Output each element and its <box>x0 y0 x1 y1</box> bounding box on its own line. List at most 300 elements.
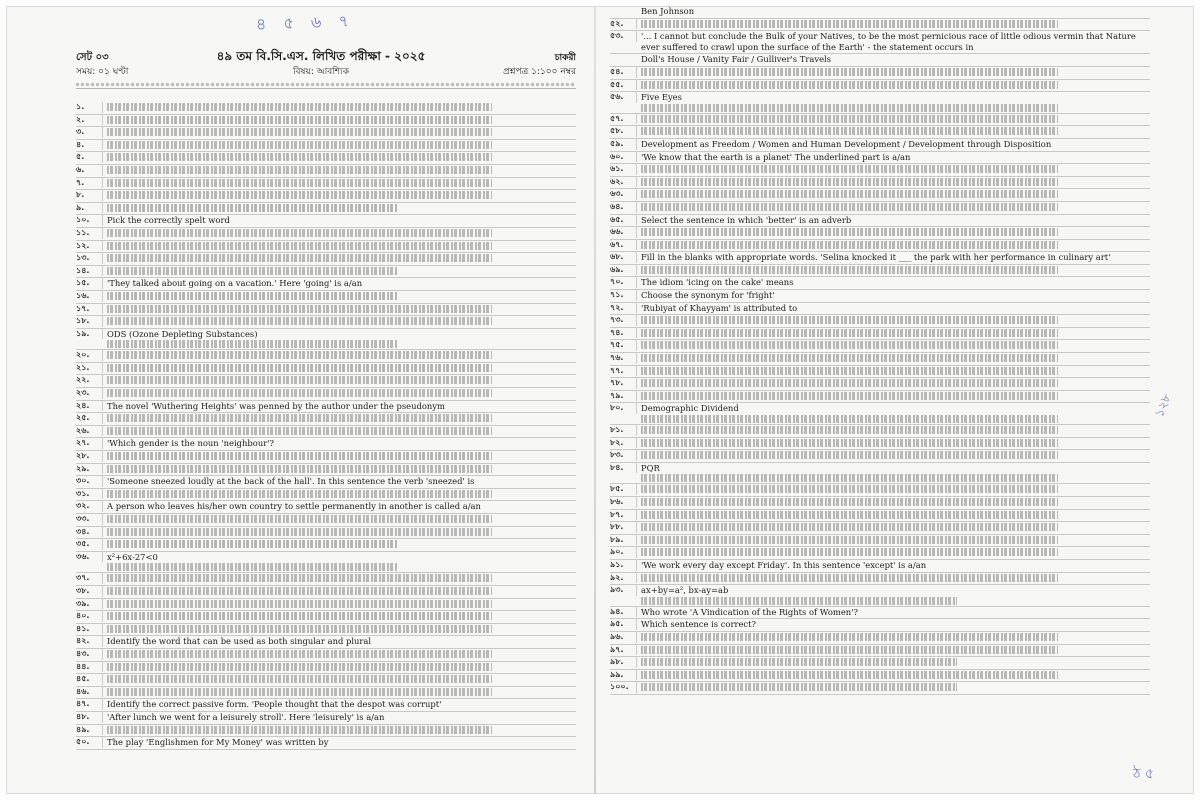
bengali-text-line <box>107 452 492 460</box>
question-row <box>610 425 1150 438</box>
question-row <box>610 315 1150 328</box>
question-row <box>610 328 1150 341</box>
question-body <box>107 426 576 435</box>
question-text: 'Which gender is the noun 'neighbour'? <box>107 438 275 449</box>
question-body <box>641 227 1150 236</box>
question-row <box>76 539 576 552</box>
question-row <box>76 388 576 401</box>
bengali-text-line <box>641 658 957 666</box>
bengali-text-line <box>107 726 492 734</box>
question-text: 'They talked about going on a vacation.' Here 'going' is a/an <box>107 278 363 289</box>
bengali-text-line <box>107 141 492 149</box>
question-row <box>610 522 1150 535</box>
question-number: ৪৮. <box>76 712 103 723</box>
question-text: PQR <box>641 462 660 473</box>
question-body <box>641 265 1150 274</box>
question-body <box>641 31 1150 52</box>
question-body <box>107 140 576 149</box>
question-number: ৩. <box>76 127 103 138</box>
question-body <box>641 607 1150 618</box>
question-number: ৪২. <box>76 636 103 647</box>
question-body <box>641 391 1150 400</box>
question-number: ৩৫. <box>76 539 103 550</box>
exam-post: চাকরী <box>554 53 576 63</box>
question-row <box>610 353 1150 366</box>
question-body <box>641 450 1150 459</box>
bengali-text-line <box>107 427 492 435</box>
question-text: 'We work every day except Friday'. In this sentence 'except' is a/an <box>641 559 927 570</box>
question-body <box>107 152 576 161</box>
bengali-text-line <box>641 523 1058 531</box>
question-body <box>107 573 576 582</box>
question-row <box>610 54 1150 67</box>
question-number: ৭. <box>76 178 103 189</box>
question-text: '... I cannot but conclude the Bulk of your Natives, to be the most pernicious race of little odious vermin that Nature ever suffered to crawl upon the surface of the Earth' - the statement occurs in <box>641 31 1136 52</box>
question-body <box>107 278 576 289</box>
question-body <box>641 19 1150 28</box>
question-body <box>107 241 576 250</box>
bengali-text-line <box>107 490 492 498</box>
question-row <box>610 682 1150 695</box>
question-number: ৯৫. <box>610 619 637 630</box>
column-divider <box>594 6 596 794</box>
question-row <box>610 510 1150 523</box>
bengali-text-line <box>641 633 1058 641</box>
question-row <box>76 476 576 489</box>
question-body <box>641 126 1150 135</box>
handwritten-marks: ৪ ৫ ৬ ৭ <box>255 11 356 34</box>
bengali-text-line <box>641 536 1058 544</box>
question-number: ৯৭. <box>610 645 637 656</box>
bengali-text-line <box>107 103 492 111</box>
question-number: ৮. <box>76 190 103 201</box>
question-number: ৪৪. <box>76 662 103 673</box>
question-row <box>76 329 576 351</box>
bengali-text-line <box>107 540 398 548</box>
question-row <box>76 152 576 165</box>
question-text: Choose the synonym for 'fright' <box>641 290 775 301</box>
bengali-text-line <box>107 587 492 595</box>
question-row <box>610 450 1150 463</box>
bengali-text-line <box>107 254 492 262</box>
question-row <box>610 560 1150 573</box>
question-body <box>107 215 576 226</box>
question-number: ৭৭. <box>610 366 637 377</box>
bengali-text-line <box>641 451 1058 459</box>
question-number: ৭৫. <box>610 340 637 351</box>
question-row <box>610 303 1150 316</box>
question-row <box>610 463 1150 485</box>
question-body <box>107 291 576 300</box>
question-number: ৬৯. <box>610 265 637 276</box>
question-body <box>641 682 1150 691</box>
question-body <box>641 522 1150 531</box>
question-number: ৬০. <box>610 152 637 163</box>
question-row <box>610 265 1150 278</box>
question-body <box>641 80 1150 89</box>
bengali-text-line <box>107 515 492 523</box>
question-row <box>76 573 576 586</box>
question-body <box>641 573 1150 582</box>
question-row <box>76 586 576 599</box>
question-number: ৪৭. <box>76 699 103 710</box>
question-row <box>76 363 576 376</box>
bengali-text-line <box>641 646 1058 654</box>
question-number: ৭২. <box>610 303 637 314</box>
question-body <box>641 152 1150 163</box>
question-number: ৬৭. <box>610 240 637 251</box>
question-body <box>107 527 576 536</box>
question-body <box>641 92 1150 112</box>
question-body <box>107 165 576 174</box>
question-number: ৬৩. <box>610 189 637 200</box>
question-body <box>107 413 576 422</box>
question-body <box>107 316 576 325</box>
question-row <box>610 215 1150 228</box>
question-text: Ben Johnson <box>641 6 695 16</box>
question-number: ৯৪. <box>610 607 637 618</box>
question-number: ৬৬. <box>610 227 637 238</box>
question-row <box>76 426 576 439</box>
question-body <box>641 366 1150 375</box>
question-text: Identify the correct passive form. 'People thought that the despot was corrupt' <box>107 699 442 710</box>
question-text: 'Rubiyat of Khayyam' is attributed to <box>641 302 798 313</box>
left-column <box>76 6 576 794</box>
question-row <box>610 340 1150 353</box>
bengali-text-line <box>641 329 1058 337</box>
bengali-text-line <box>641 498 1058 506</box>
question-number: ৮৫. <box>610 484 637 495</box>
bengali-text-line <box>641 81 1058 89</box>
question-number: ৫৬. <box>610 92 637 103</box>
question-row <box>76 649 576 662</box>
question-number: ২০. <box>76 350 103 361</box>
question-row <box>610 227 1150 240</box>
set-number: সেট ০৩ <box>76 52 109 63</box>
question-number: ৮৩. <box>610 450 637 461</box>
question-body <box>107 636 576 647</box>
question-text: The idiom 'icing on the cake' means <box>641 277 794 288</box>
question-body <box>641 547 1150 556</box>
bengali-text-line <box>107 364 492 372</box>
question-number: ৭৯. <box>610 391 637 402</box>
question-body <box>641 139 1150 150</box>
question-body <box>107 476 576 487</box>
question-text: Who wrote 'A Vindication of the Rights of Women'? <box>641 606 858 617</box>
question-row <box>76 699 576 712</box>
question-number: ৯৬. <box>610 632 637 643</box>
question-number: ৩৯. <box>76 599 103 610</box>
bengali-text-line <box>641 341 1058 349</box>
question-row <box>76 599 576 612</box>
question-number: ৮৪. <box>610 463 637 474</box>
question-body <box>107 329 576 349</box>
bengali-text-line <box>641 439 1058 447</box>
question-body <box>107 178 576 187</box>
bengali-text-line <box>641 683 957 691</box>
question-row <box>76 514 576 527</box>
bengali-text-line <box>641 228 1058 236</box>
bengali-text-line <box>641 548 1058 556</box>
question-row <box>76 451 576 464</box>
question-body <box>641 484 1150 493</box>
question-row <box>76 291 576 304</box>
bengali-text-line <box>107 625 492 633</box>
bengali-text-line <box>107 128 492 136</box>
question-row <box>76 228 576 241</box>
question-number: ৩১. <box>76 489 103 500</box>
question-row <box>76 725 576 738</box>
question-body <box>107 662 576 671</box>
question-number: ২৯. <box>76 464 103 475</box>
question-body <box>641 189 1150 198</box>
question-body <box>641 6 1150 17</box>
question-body <box>107 539 576 548</box>
exam-time: সময়: ০১ ঘণ্টা <box>76 67 129 77</box>
bengali-text-line <box>107 528 492 536</box>
question-body <box>641 619 1150 630</box>
question-body <box>107 266 576 275</box>
bengali-text-line <box>107 376 492 384</box>
question-number: ৬. <box>76 165 103 176</box>
question-number: ৮৭. <box>610 510 637 521</box>
question-row <box>610 497 1150 510</box>
question-number: ৬১. <box>610 164 637 175</box>
bengali-text-line <box>641 178 1058 186</box>
bengali-text-line <box>641 574 1058 582</box>
bengali-text-line <box>641 203 1058 211</box>
full-marks: প্রশ্নপত্র ১:১০০ নম্বর <box>503 67 576 77</box>
bengali-text-line <box>107 267 398 275</box>
question-text: A person who leaves his/her own country to settle permanently in another is called a/an <box>107 501 481 512</box>
question-row <box>76 278 576 291</box>
bengali-text-line <box>641 415 1058 423</box>
bengali-text-line <box>641 354 1058 362</box>
question-number: ১৬. <box>76 291 103 302</box>
question-row <box>76 413 576 426</box>
bengali-text-line <box>107 317 492 325</box>
question-row <box>610 19 1150 32</box>
question-list-left <box>76 102 576 750</box>
question-row <box>610 366 1150 379</box>
question-body <box>641 497 1150 506</box>
instructions-line <box>76 80 576 89</box>
bengali-text-line <box>641 597 957 605</box>
question-body <box>107 699 576 710</box>
question-text: Identify the word that can be used as both singular and plural <box>107 636 372 647</box>
question-row <box>610 114 1150 127</box>
question-body <box>107 737 576 748</box>
question-text: Fill in the blanks with appropriate words. 'Selina knocked it ___ the park with her performance in culinary art' <box>641 252 1111 263</box>
bengali-text-line <box>107 663 492 671</box>
question-number: ৬২. <box>610 177 637 188</box>
question-row <box>76 624 576 637</box>
question-row <box>610 657 1150 670</box>
question-row <box>76 375 576 388</box>
bengali-text-line <box>107 688 492 696</box>
question-number: ৭৩. <box>610 315 637 326</box>
question-row <box>76 674 576 687</box>
question-body <box>107 624 576 633</box>
question-body <box>641 632 1150 641</box>
question-row <box>76 316 576 329</box>
question-number: ৯. <box>76 203 103 214</box>
question-row <box>76 636 576 649</box>
question-number: ৪৬. <box>76 687 103 698</box>
question-text: Pick the correctly spelt word <box>107 215 230 226</box>
question-body <box>641 510 1150 519</box>
bengali-text-line <box>107 351 492 359</box>
question-row <box>76 464 576 477</box>
exam-subject: বিষয়: আবশ্যিক <box>292 67 350 77</box>
question-body <box>641 670 1150 679</box>
question-body <box>107 464 576 473</box>
bengali-text-line <box>641 392 1058 400</box>
question-row <box>610 252 1150 265</box>
question-number: ৭১. <box>610 290 637 301</box>
question-text: The play 'Englishmen for My Money' was written by <box>107 737 329 748</box>
question-row <box>76 115 576 128</box>
question-body <box>641 585 1150 605</box>
question-row <box>610 607 1150 620</box>
question-body <box>641 378 1150 387</box>
question-body <box>641 252 1150 263</box>
question-number: ৯৮. <box>610 657 637 668</box>
bengali-text-line <box>107 242 492 250</box>
bengali-text-line <box>641 127 1058 135</box>
question-body <box>641 535 1150 544</box>
question-row <box>76 304 576 317</box>
question-body <box>107 363 576 372</box>
question-number: ৩৪. <box>76 527 103 538</box>
question-body <box>641 114 1150 123</box>
question-body <box>107 401 576 412</box>
question-list-right <box>610 6 1150 695</box>
question-text: 'After lunch we went for a leisurely stroll'. Here 'leisurely' is a/an <box>107 711 385 722</box>
question-number: ৯০. <box>610 547 637 558</box>
question-body <box>641 240 1150 249</box>
bengali-text-line <box>107 600 492 608</box>
bengali-text-line <box>107 179 492 187</box>
question-number: ২৭. <box>76 438 103 449</box>
question-body <box>107 388 576 397</box>
question-body <box>641 353 1150 362</box>
question-row <box>610 403 1150 425</box>
question-row <box>610 202 1150 215</box>
question-row <box>610 80 1150 93</box>
question-number: ৪. <box>76 140 103 151</box>
question-body <box>107 611 576 620</box>
bengali-text-line <box>641 104 1058 112</box>
question-text: ax+by=a², bx-ay=ab <box>641 585 729 596</box>
question-number: ১. <box>76 102 103 113</box>
question-body <box>641 463 1150 483</box>
question-row <box>76 140 576 153</box>
question-number: ১০০. <box>610 682 637 693</box>
question-body <box>107 228 576 237</box>
question-number: ৬৫. <box>610 215 637 226</box>
question-body <box>107 586 576 595</box>
question-number: ৪৫. <box>76 674 103 685</box>
bengali-text-line <box>107 414 492 422</box>
question-number: ৫. <box>76 152 103 163</box>
question-body <box>641 560 1150 571</box>
bengali-text-line <box>641 190 1058 198</box>
bengali-text-line <box>107 116 492 124</box>
question-number: ১৫. <box>76 278 103 289</box>
question-number: ৮৯. <box>610 535 637 546</box>
right-column <box>610 6 1150 794</box>
bengali-text-line <box>107 204 398 212</box>
question-number: ২৬. <box>76 426 103 437</box>
bengali-text-line <box>107 305 492 313</box>
question-row <box>610 177 1150 190</box>
question-row <box>76 102 576 115</box>
question-number: ৪৯. <box>76 725 103 736</box>
exam-header <box>76 6 576 102</box>
question-text: Which sentence is correct? <box>641 619 756 630</box>
question-row <box>76 737 576 750</box>
bengali-text-line <box>107 153 492 161</box>
question-number: ৩৩. <box>76 514 103 525</box>
question-number: ৬৮. <box>610 252 637 263</box>
question-body <box>641 425 1150 434</box>
bengali-text-line <box>641 485 1058 493</box>
margin-handwriting: ১২৮ <box>1151 391 1174 419</box>
bengali-text-line <box>641 316 1058 324</box>
question-number: ৯৯. <box>610 670 637 681</box>
question-body <box>641 303 1150 314</box>
question-number: ৮১. <box>610 425 637 436</box>
question-number: ১৯. <box>76 329 103 340</box>
question-number: ৮৮. <box>610 522 637 533</box>
question-row <box>76 401 576 414</box>
question-number: ১৩. <box>76 253 103 264</box>
bengali-text-line <box>641 671 1058 679</box>
question-row <box>610 240 1150 253</box>
question-body <box>107 350 576 359</box>
question-row <box>76 178 576 191</box>
question-body <box>641 340 1150 349</box>
question-row <box>610 645 1150 658</box>
bengali-text-line <box>641 367 1058 375</box>
bengali-text-line <box>107 675 492 683</box>
question-row <box>610 547 1150 560</box>
question-number: ২৮. <box>76 451 103 462</box>
question-number: ১৮. <box>76 316 103 327</box>
question-number: ৮০. <box>610 403 637 414</box>
question-row <box>76 552 576 574</box>
question-body <box>107 687 576 696</box>
question-text: 'Someone sneezed loudly at the back of the hall'. In this sentence the verb 'sneezed' is <box>107 476 475 487</box>
question-number: ৮৬. <box>610 497 637 508</box>
question-number: ৭০. <box>610 277 637 288</box>
question-body <box>641 67 1150 76</box>
question-body <box>107 501 576 512</box>
bengali-text-line <box>107 340 398 348</box>
question-text: Demographic Dividend <box>641 403 739 414</box>
question-row <box>610 438 1150 451</box>
question-number: ৯২. <box>610 573 637 584</box>
page-signature: ঠ ৫ <box>1132 766 1154 782</box>
question-number: ৯৩. <box>610 585 637 596</box>
question-number: ৫০. <box>76 737 103 748</box>
question-number: ৭৮. <box>610 378 637 389</box>
question-number: ৭৪. <box>610 328 637 339</box>
bengali-text-line <box>641 241 1058 249</box>
question-row <box>610 585 1150 607</box>
question-number: ২৩. <box>76 388 103 399</box>
